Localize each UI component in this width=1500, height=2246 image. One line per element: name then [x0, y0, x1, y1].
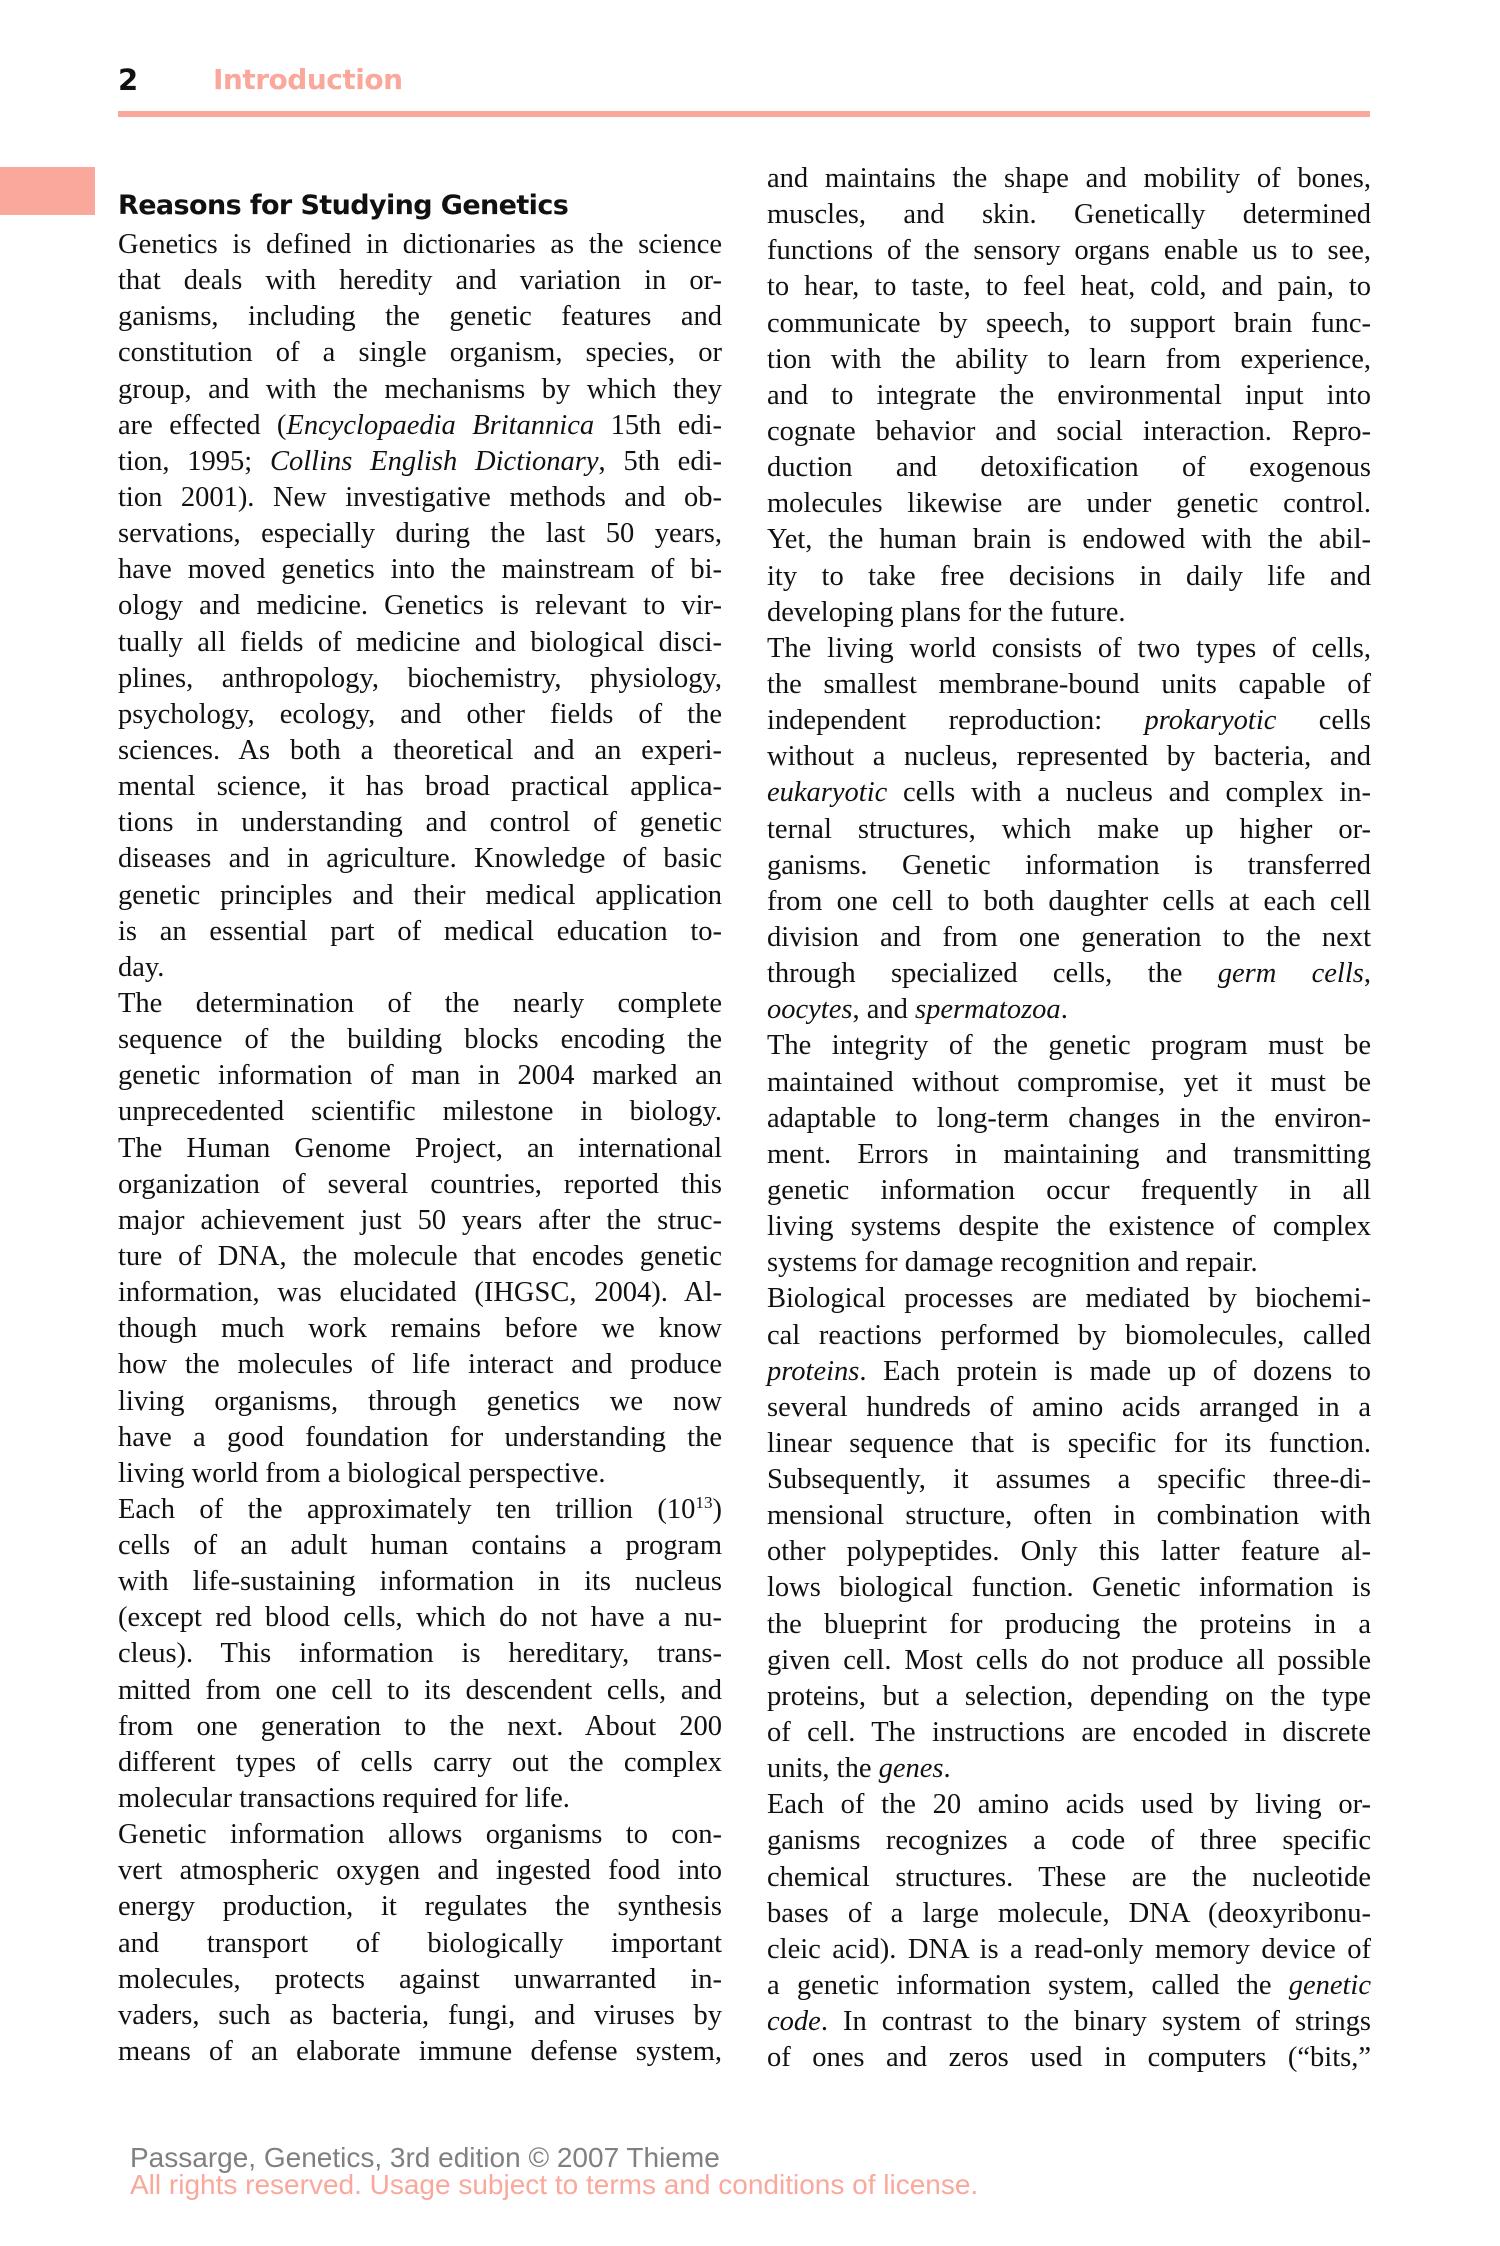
text-run: major achievement just 50 years after the struc- [118, 1204, 722, 1236]
text-run: group, and with the mechanisms by which they [118, 373, 722, 405]
page-number: 2 [118, 63, 139, 97]
text-line [767, 1462, 1371, 1498]
italic-term: oocytes [767, 994, 853, 1026]
text-line [118, 1889, 722, 1925]
text-line [118, 1131, 722, 1167]
text-run: genetic principles and their medical application [118, 879, 722, 911]
italic-term: Encyclopaedia Britannica [286, 409, 595, 441]
text-run: ganisms, including the genetic features and [118, 301, 722, 333]
text-line [118, 1275, 722, 1311]
text-line [767, 1065, 1371, 1101]
text-line [767, 1932, 1371, 1968]
text-line [118, 1817, 722, 1853]
text-run: day. [118, 951, 165, 983]
text-line [118, 1420, 722, 1456]
text-run: vaders, such as bacteria, fungi, and viruses by [118, 1999, 722, 2031]
text-run: genetic information occur frequently in all [767, 1174, 1371, 1206]
italic-term: prokaryotic [1144, 705, 1277, 737]
text-line [767, 1570, 1371, 1606]
text-run: with life-sustaining information in its nucleus [118, 1566, 722, 1598]
text-run: duction and detoxification of exogenous [767, 452, 1371, 484]
text-run: ) [712, 1493, 722, 1525]
text-line [118, 1962, 722, 1998]
italic-term: spermatozoa [915, 994, 1061, 1026]
text-run: cells of an adult human contains a program [118, 1530, 722, 1562]
text-run: cells [1276, 705, 1371, 737]
text-run: to hear, to taste, to feel heat, cold, and pain, to [767, 271, 1371, 303]
text-run: how the molecules of life interact and produce [118, 1349, 722, 1381]
text-line [767, 2040, 1371, 2076]
text-run: and maintains the shape and mobility of bones, [767, 163, 1371, 194]
text-line [767, 378, 1371, 414]
text-run: lows biological function. Genetic information is [767, 1572, 1371, 1604]
text-run: The Human Genome Project, an international [118, 1132, 722, 1164]
text-line [118, 372, 722, 408]
text-line [118, 625, 722, 661]
italic-term: genetic [1288, 1970, 1371, 2002]
text-line [767, 848, 1371, 884]
text-line [118, 444, 722, 480]
text-run: different types of cells carry out the complex [118, 1746, 722, 1778]
text-line [767, 2004, 1371, 2040]
text-line [118, 1022, 722, 1058]
text-line [767, 1245, 1371, 1281]
text-line [767, 306, 1371, 342]
italic-term: eukaryotic [767, 777, 888, 809]
text-line [767, 161, 1371, 197]
text-line [118, 950, 722, 986]
text-run: energy production, it regulates the synthesis [118, 1891, 722, 1923]
text-line [118, 1384, 722, 1420]
text-line [767, 884, 1371, 920]
text-run: . [1060, 994, 1068, 1026]
text-line [118, 733, 722, 769]
text-run: Yet, the human brain is endowed with the abil- [767, 524, 1371, 556]
text-line [767, 812, 1371, 848]
text-run: the smallest membrane-bound units capable of [767, 668, 1371, 700]
text-line [767, 450, 1371, 486]
text-run: , 5th edi- [598, 445, 722, 477]
text-run: cal reactions performed by biomolecules, called [767, 1319, 1371, 1351]
text-run: the blueprint for producing the proteins in a [767, 1608, 1371, 1640]
text-line [118, 1528, 722, 1564]
text-line [118, 408, 722, 444]
text-run: tually all fields of medicine and biological disci- [118, 626, 722, 658]
text-line [118, 2034, 722, 2070]
text-run: tion with the ability to learn from experience, [767, 343, 1371, 375]
text-line [767, 1679, 1371, 1715]
text-line [767, 1209, 1371, 1245]
italic-term: Collins English Dictionary [270, 445, 599, 477]
text-run: chemical structures. These are the nucleotide [767, 1861, 1371, 1893]
text-run: servations, especially during the last 50 years, [118, 518, 722, 550]
text-run: mensional structure, often in combination with [767, 1500, 1371, 1532]
text-line [118, 1926, 722, 1962]
text-line [118, 1239, 722, 1275]
text-line [118, 1709, 722, 1745]
italic-term: code [767, 2006, 821, 2038]
text-line [118, 769, 722, 805]
text-run: Genetics is defined in dictionaries as the science [118, 229, 722, 260]
text-run: ganisms. Genetic information is transferred [767, 849, 1371, 881]
text-run: is an essential part of medical education to- [118, 915, 722, 947]
text-line [767, 1101, 1371, 1137]
text-line [118, 661, 722, 697]
text-run: from one generation to the next. About 200 [118, 1710, 722, 1742]
text-run: information, was elucidated (IHGSC, 2004). Al- [118, 1277, 722, 1309]
text-run: means of an elaborate immune defense system, [118, 2036, 722, 2068]
footer-license: All rights reserved. Usage subject to terms and conditions of license. [130, 2169, 979, 2200]
text-line [118, 1636, 722, 1672]
text-run: of cell. The instructions are encoded in discrete [767, 1717, 1371, 1749]
text-run: organization of several countries, reported this [118, 1168, 722, 1200]
text-run: of ones and zeros used in computers (“bits,” [767, 2042, 1371, 2074]
text-run: several hundreds of amino acids arranged in a [767, 1391, 1371, 1423]
text-run: though much work remains before we know [118, 1313, 722, 1345]
italic-term: genes [878, 1753, 944, 1785]
text-line [767, 269, 1371, 305]
text-run: mental science, it has broad practical applica- [118, 771, 722, 803]
text-run: Each of the 20 amino acids used by living or- [767, 1789, 1371, 1821]
text-run: and transport of biologically important [118, 1927, 722, 1959]
text-run: developing plans for the future. [767, 596, 1126, 628]
text-line [118, 588, 722, 624]
text-line [118, 914, 722, 950]
text-run: ment. Errors in maintaining and transmitting [767, 1138, 1371, 1170]
text-run: linear sequence that is specific for its function. [767, 1427, 1371, 1459]
text-line [767, 1643, 1371, 1679]
text-line [767, 667, 1371, 703]
text-run: cognate behavior and social interaction. Repro- [767, 415, 1371, 447]
italic-term: germ cells [1217, 958, 1364, 990]
text-run: . Each protein is made up of dozens to [859, 1355, 1371, 1387]
footer-copyright: Passarge, Genetics, 3rd edition © 2007 Thieme [130, 2142, 720, 2173]
text-run: from one cell to both daughter cells at each cell [767, 885, 1371, 917]
text-line [118, 1564, 722, 1600]
text-line [767, 1896, 1371, 1932]
text-run: through specialized cells, the [767, 958, 1218, 990]
italic-term: proteins [767, 1355, 860, 1387]
text-line [767, 920, 1371, 956]
text-line [118, 1998, 722, 2034]
text-line [118, 805, 722, 841]
text-line [767, 559, 1371, 595]
text-run: muscles, and skin. Genetically determined [767, 199, 1371, 231]
text-line [118, 1167, 722, 1203]
text-line [767, 1028, 1371, 1064]
text-line [767, 1173, 1371, 1209]
text-line [767, 342, 1371, 378]
text-line [118, 227, 722, 263]
text-run: molecules likewise are under genetic control. [767, 488, 1371, 520]
text-run: communicate by speech, to support brain func- [767, 307, 1371, 339]
text-run: living world from a biological perspective. [118, 1457, 606, 1489]
text-line [767, 1137, 1371, 1173]
superscript: 13 [695, 1492, 713, 1512]
text-line [118, 878, 722, 914]
text-line [118, 986, 722, 1022]
text-line [118, 1094, 722, 1130]
text-run: systems for damage recognition and repair. [767, 1247, 1258, 1279]
text-line [767, 522, 1371, 558]
text-line [767, 1281, 1371, 1317]
text-line [767, 992, 1371, 1028]
text-line [118, 1203, 722, 1239]
text-column-left [118, 227, 722, 2070]
text-run: The integrity of the genetic program must be [767, 1030, 1371, 1062]
text-run: living organisms, through genetics we now [118, 1385, 722, 1417]
text-run: units, the [767, 1753, 879, 1785]
text-run: without a nucleus, represented by bacteria, and [767, 741, 1371, 773]
text-run: The living world consists of two types of cells, [767, 632, 1371, 664]
text-run: maintained without compromise, yet it must be [767, 1066, 1371, 1098]
text-line [118, 1492, 722, 1528]
text-run: , [1363, 958, 1371, 990]
text-line [767, 197, 1371, 233]
text-line [767, 1968, 1371, 2004]
text-run: unprecedented scientific milestone in biology. [118, 1096, 722, 1128]
text-run: psychology, ecology, and other fields of the [118, 698, 722, 730]
text-line [118, 263, 722, 299]
text-run: (except red blood cells, which do not have a nu- [118, 1602, 722, 1634]
text-run: living systems despite the existence of complex [767, 1211, 1371, 1243]
text-line [118, 697, 722, 733]
section-marker-block [0, 167, 95, 215]
text-line [767, 1498, 1371, 1534]
text-run: molecular transactions required for life. [118, 1783, 570, 1815]
text-run: The determination of the nearly complete [118, 987, 722, 1019]
text-run: tions in understanding and control of genetic [118, 807, 722, 839]
text-line [118, 1781, 722, 1817]
text-line [118, 841, 722, 877]
text-line [767, 1787, 1371, 1823]
text-run: ternal structures, which make up higher or- [767, 813, 1371, 845]
text-run: . In contrast to the binary system of strings [820, 2006, 1371, 2038]
text-run: adaptable to long-term changes in the environ- [767, 1102, 1371, 1134]
text-line [767, 1390, 1371, 1426]
text-line [118, 1456, 722, 1492]
text-run: ity to take free decisions in daily life and [767, 560, 1371, 592]
text-run: 15th edi- [594, 409, 723, 441]
text-run: diseases and in agriculture. Knowledge of basic [118, 843, 722, 875]
text-line [767, 1354, 1371, 1390]
text-run: Genetic information allows organisms to con- [118, 1819, 722, 1851]
text-line [118, 552, 722, 588]
text-line [767, 1426, 1371, 1462]
text-line [767, 486, 1371, 522]
text-line [118, 1311, 722, 1347]
text-line [118, 480, 722, 516]
text-line [767, 1607, 1371, 1643]
text-column-right [767, 161, 1371, 2076]
text-run: constitution of a single organism, species, or [118, 337, 722, 369]
text-run: mitted from one cell to its descendent cells, and [118, 1674, 722, 1706]
text-run: and to integrate the environmental input into [767, 379, 1371, 411]
text-run: proteins, but a selection, depending on the type [767, 1680, 1371, 1712]
text-run: are effected ( [118, 409, 287, 441]
text-run: genetic information of man in 2004 marked an [118, 1060, 722, 1092]
text-run: sciences. As both a theoretical and an experi- [118, 734, 722, 766]
text-run: division and from one generation to the next [767, 921, 1371, 953]
text-run: vert atmospheric oxygen and ingested food into [118, 1855, 722, 1887]
text-line [767, 1751, 1371, 1787]
text-run: Biological processes are mediated by biochemi- [767, 1283, 1371, 1315]
text-line [118, 1853, 722, 1889]
text-run: have a good foundation for understanding the [118, 1421, 722, 1453]
text-run: functions of the sensory organs enable us to see, [767, 235, 1371, 267]
text-run: , and [852, 994, 915, 1026]
text-line [118, 1673, 722, 1709]
text-run: molecules, protects against unwarranted in- [118, 1963, 722, 1995]
text-run: cells with a nucleus and complex in- [887, 777, 1371, 809]
text-run: cleic acid). DNA is a read-only memory device of [767, 1933, 1371, 1965]
header-rule [118, 111, 1370, 117]
text-line [118, 335, 722, 371]
text-line [118, 516, 722, 552]
text-run: that deals with heredity and variation in or- [118, 265, 722, 297]
text-line [767, 1534, 1371, 1570]
text-line [767, 631, 1371, 667]
text-line [767, 1860, 1371, 1896]
text-line [767, 956, 1371, 992]
text-line [118, 1600, 722, 1636]
text-line [767, 414, 1371, 450]
text-line [767, 739, 1371, 775]
section-heading: Reasons for Studying Genetics [118, 190, 569, 221]
text-run: Subsequently, it assumes a specific three-di- [767, 1464, 1371, 1496]
text-run: independent reproduction: [767, 705, 1145, 737]
text-line [767, 233, 1371, 269]
text-run: . [943, 1753, 951, 1785]
text-line [767, 1715, 1371, 1751]
text-run: tion 2001). New investigative methods and ob- [118, 481, 722, 513]
chapter-running-head: Introduction [213, 63, 403, 96]
text-line [118, 1745, 722, 1781]
text-line [118, 1058, 722, 1094]
text-run: ture of DNA, the molecule that encodes genetic [118, 1240, 722, 1272]
text-line [767, 703, 1371, 739]
text-run: ology and medicine. Genetics is relevant to vir- [118, 590, 722, 622]
text-run: a genetic information system, called the [767, 1970, 1289, 2002]
text-run: plines, anthropology, biochemistry, physiology, [118, 662, 722, 694]
text-line [767, 595, 1371, 631]
text-run: cleus). This information is hereditary, trans- [118, 1638, 722, 1670]
text-run: have moved genetics into the mainstream of bi- [118, 554, 722, 586]
text-run: tion, 1995; [118, 445, 270, 477]
text-run: ganisms recognizes a code of three specific [767, 1825, 1371, 1857]
text-line [767, 1318, 1371, 1354]
text-line [767, 775, 1371, 811]
text-line [767, 1823, 1371, 1859]
text-run: sequence of the building blocks encoding the [118, 1024, 722, 1056]
text-run: other polypeptides. Only this latter feature al- [767, 1536, 1371, 1568]
text-run: bases of a large molecule, DNA (deoxyribonu- [767, 1897, 1371, 1929]
text-line [118, 299, 722, 335]
text-run: given cell. Most cells do not produce all possible [767, 1644, 1371, 1676]
text-run: Each of the approximately ten trillion (10 [118, 1493, 696, 1525]
text-line [118, 1347, 722, 1383]
